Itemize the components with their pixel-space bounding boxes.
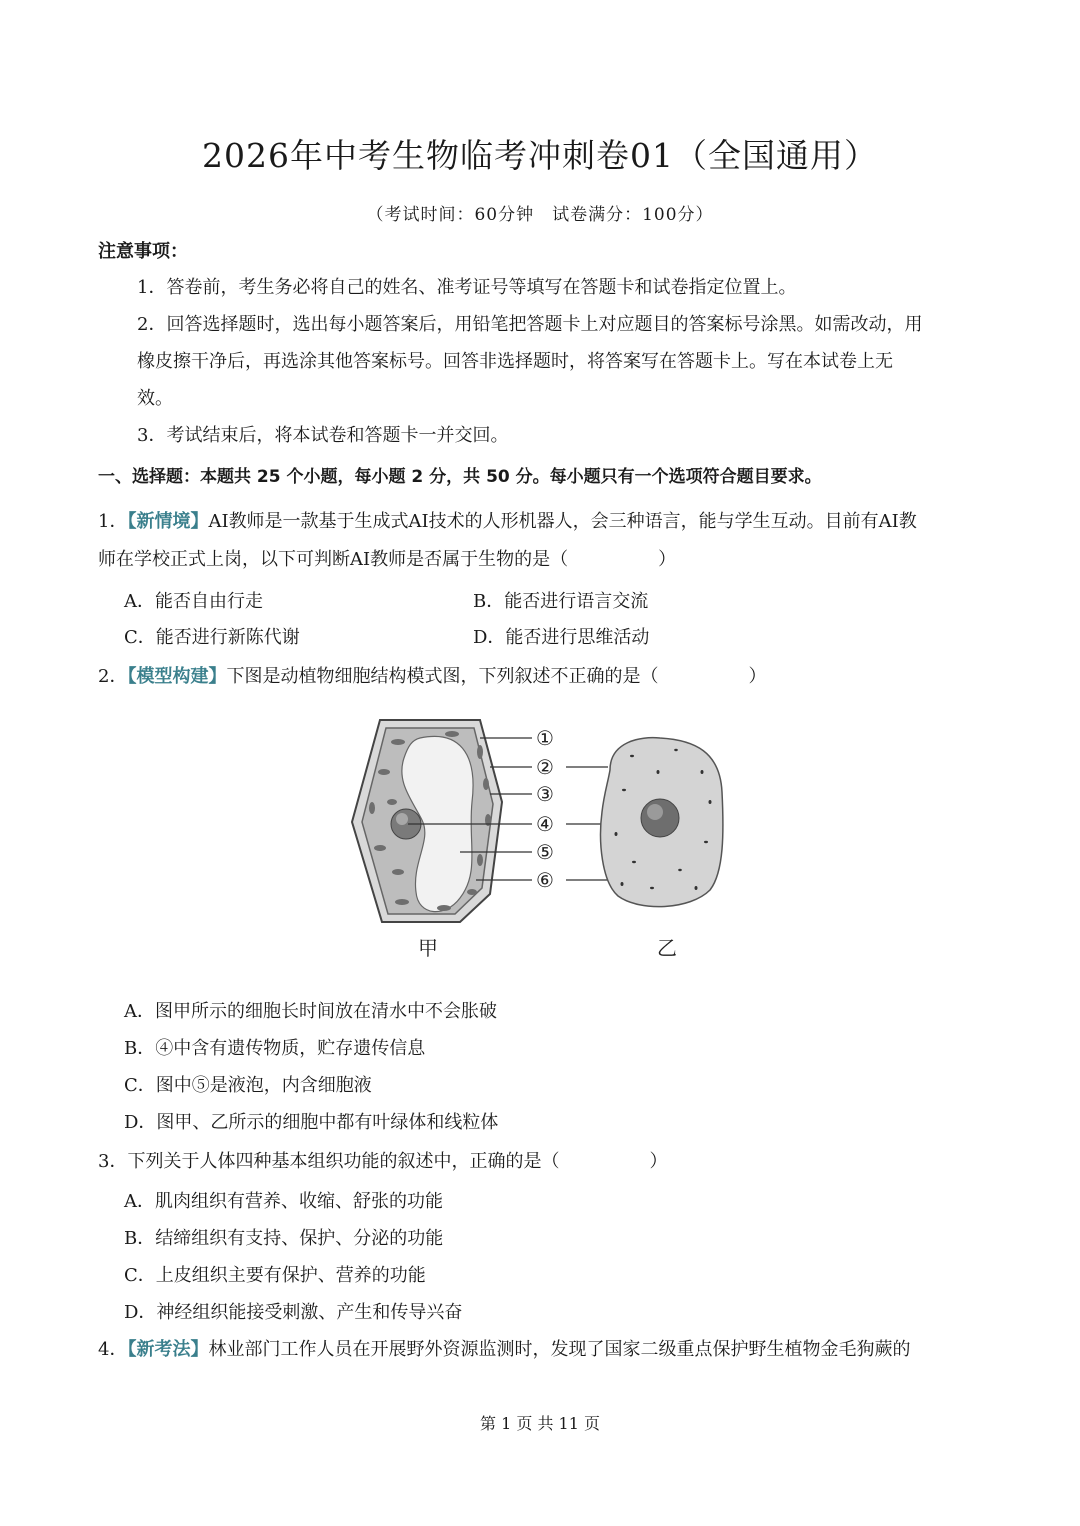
q2-option-a: A．图甲所示的细胞长时间放在清水中不会胀破 (124, 1001, 497, 1022)
cell-captions (418, 936, 677, 960)
question-2-line-1 (98, 665, 766, 689)
page-title: 2026年中考生物临考冲刺卷01（全国通用） (202, 136, 878, 175)
caption-jia: 甲 (418, 936, 438, 960)
question-number: 4． (98, 1339, 128, 1360)
caption-yi: 乙 (657, 936, 677, 960)
question-1-line-1 (98, 510, 917, 534)
question-tag: 【模型构建】 (127, 666, 227, 687)
page-footer: 第 1 页 共 11 页 (480, 1414, 600, 1433)
question-4-line-1 (98, 1338, 910, 1362)
q2-option-b: B．④中含有遗传物质，贮存遗传信息 (124, 1038, 426, 1059)
label-4: ④ (536, 812, 554, 836)
cell-structure-figure (340, 712, 740, 972)
label-3: ③ (536, 782, 554, 806)
q1-option-a: A．能否自由行走 (124, 591, 263, 612)
q3-option-a: A．肌肉组织有营养、收缩、舒张的功能 (124, 1191, 443, 1212)
notice-item-3: 3．考试结束后，将本试卷和答题卡一并交回。 (137, 425, 509, 446)
question-number: 1． (98, 511, 128, 532)
q1-option-c: C．能否进行新陈代谢 (124, 627, 300, 648)
q2-option-d: D．图甲、乙所示的细胞中都有叶绿体和线粒体 (124, 1112, 499, 1133)
notice-item-2-line-1: 2．回答选择题时，选出每小题答案后，用铅笔把答题卡上对应题目的答案标号涂黑。如需改动，用 (137, 314, 923, 335)
notice-item-2-line-2: 橡皮擦干净后，再选涂其他答案标号。回答非选择题时，将答案写在答题卡上。写在本试卷上无 (137, 351, 893, 372)
question-tag: 【新情境】 (127, 511, 209, 532)
question-text: 下图是动植物细胞结构模式图，下列叙述不正确的是（ ） (226, 666, 767, 687)
notice-heading: 注意事项： (98, 241, 188, 262)
label-1: ① (536, 726, 554, 750)
animal-cell (601, 738, 723, 907)
q1-option-d: D．能否进行思维活动 (473, 627, 650, 648)
structure-labels (536, 726, 554, 892)
label-5: ⑤ (536, 840, 554, 864)
label-6: ⑥ (536, 868, 554, 892)
question-tag: 【新考法】 (127, 1339, 209, 1360)
notice-item-1: 1．答卷前，考生务必将自己的姓名、准考证号等填写在答题卡和试卷指定位置上。 (137, 277, 797, 298)
nucleolus-highlight (396, 813, 408, 825)
question-number: 2． (98, 666, 128, 687)
q3-option-c: C．上皮组织主要有保护、营养的功能 (124, 1265, 426, 1286)
exam-info: （考试时间：60分钟 试卷满分：100分） (366, 205, 714, 225)
question-text: 林业部门工作人员在开展野外资源监测时，发现了国家二级重点保护野生植物金毛狗蕨的 (208, 1339, 911, 1360)
animal-nucleus-highlight (647, 804, 663, 820)
label-2: ② (536, 755, 554, 779)
section-heading: 一、选择题：本题共 25 个小题，每小题 2 分，共 50 分。每小题只有一个选项符合题目要求。 (98, 467, 822, 487)
q3-option-b: B．结缔组织有支持、保护、分泌的功能 (124, 1228, 444, 1249)
notice-item-2-line-3: 效。 (137, 388, 173, 409)
q2-option-c: C．图中⑤是液泡，内含细胞液 (124, 1075, 372, 1096)
question-1-line-2: 师在学校正式上岗，以下可判断AI教师是否属于生物的是（ ） (98, 549, 677, 570)
question-3-line-1: 3．下列关于人体四种基本组织功能的叙述中，正确的是（ ） (98, 1151, 668, 1172)
q3-option-d: D．神经组织能接受刺激、产生和传导兴奋 (124, 1302, 463, 1323)
question-text: AI教师是一款基于生成式AI技术的人形机器人，会三种语言，能与学生互动。目前有AI教 (208, 511, 917, 532)
q1-option-b: B．能否进行语言交流 (473, 591, 649, 612)
plant-cell (352, 720, 502, 922)
